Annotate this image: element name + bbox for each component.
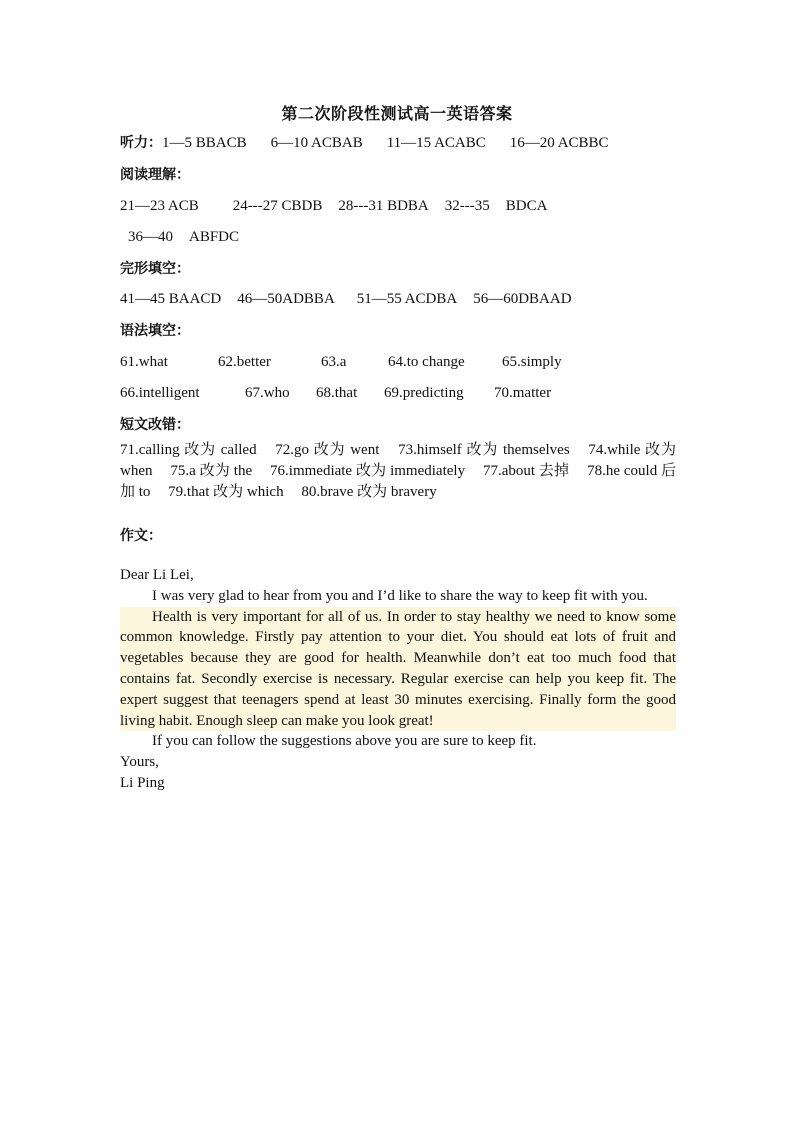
essay-label: 作文： [120,528,162,544]
correction-item: 74.while 改为 when [120,442,677,479]
essay-greeting: Dear Li Lei, [120,567,194,583]
grammar-item: 62.better [218,354,271,370]
grammar-item: 66.intelligent [120,385,200,401]
grammar-label: 语法填空： [120,323,190,339]
correction-item: 80.brave 改为 bravery [301,484,437,500]
reading-group: 28---31 BDBA [338,198,429,214]
grammar-item: 61.what [120,354,168,370]
reading-line-2 [128,227,239,247]
correction-item: 72.go 改为 went [275,442,380,458]
correction-item: 77.about 去掉 [482,463,570,479]
listening-group: 6—10 ACBAB [270,135,363,151]
page-title: 第二次阶段性测试高一英语答案 [281,104,513,123]
correction-item: 75.a 改为 the [170,463,253,479]
essay-letter [120,565,676,794]
correction-item: 73.himself 改为 themselves [398,442,570,458]
reading-group: ABFDC [189,229,240,245]
listening-label: 听力： [120,135,162,151]
essay-label-line [120,526,162,546]
cloze-group: 41—45 BAACD [120,291,222,307]
grammar-item: 70.matter [494,385,552,401]
cloze-line [120,289,572,309]
correction-item: 78.he could 后加 to [120,463,677,500]
grammar-item: 64.to change [388,354,465,370]
listening-group: 1—5 BBACB [162,135,247,151]
listening-group: 16—20 ACBBC [509,135,609,151]
grammar-item: 63.a [321,354,347,370]
reading-line-1 [120,196,547,216]
cloze-label: 完形填空： [120,261,190,277]
grammar-item: 67.who [245,385,290,401]
correction-item: 76.immediate 改为 immediately [270,463,466,479]
reading-group: 21—23 ACB [120,198,199,214]
cloze-group: 46—50ADBBA [237,291,335,307]
grammar-label-line [120,321,190,341]
reading-label-line [120,165,190,185]
cloze-group: 51—55 ACDBA [356,291,458,307]
reading-group: 36—40 [128,229,173,245]
reading-group: BDCA [505,198,548,214]
correction-label: 短文改错： [120,417,190,433]
correction-item: 71.calling 改为 called [120,442,257,458]
essay-paragraph-2: Health is very important for all of us. In order to stay healthy we need to know some common knowledge. Firstly pay attention to your diet. You should eat lots of fruit and vegetables because they are good for health. Meanwhile don’t eat too much food that contains fat. Secondly exercise is necessary. Regular exercise can help you keep fit. The expert suggest that teenagers spend at least 30 minutes exercising. Finally form the good living habit. Enough sleep can make you look great! [120,607,676,732]
reading-group: 24---27 CBDB [232,198,323,214]
essay-paragraph-1: I was very glad to hear from you and I’d like to share the way to keep fit with you. [152,587,648,604]
correction-list [120,440,676,503]
cloze-label-line [120,259,190,279]
essay-closing: Yours, [120,754,159,771]
grammar-item: 69.predicting [384,385,464,401]
essay-signature: Li Ping [120,774,165,791]
cloze-group: 56—60DBAAD [473,291,572,307]
grammar-item: 65.simply [502,354,562,370]
grammar-line-2 [120,383,551,403]
listening-group: 11—15 ACABC [386,135,486,151]
reading-group: 32---35 [444,198,490,214]
correction-item: 79.that 改为 which [168,484,284,500]
grammar-line-1 [120,352,562,372]
grammar-item: 68.that [316,385,358,401]
reading-label: 阅读理解： [120,167,190,183]
listening-line [120,133,609,153]
correction-label-line [120,415,190,435]
essay-paragraph-3: If you can follow the suggestions above you are sure to keep fit. [152,733,537,750]
